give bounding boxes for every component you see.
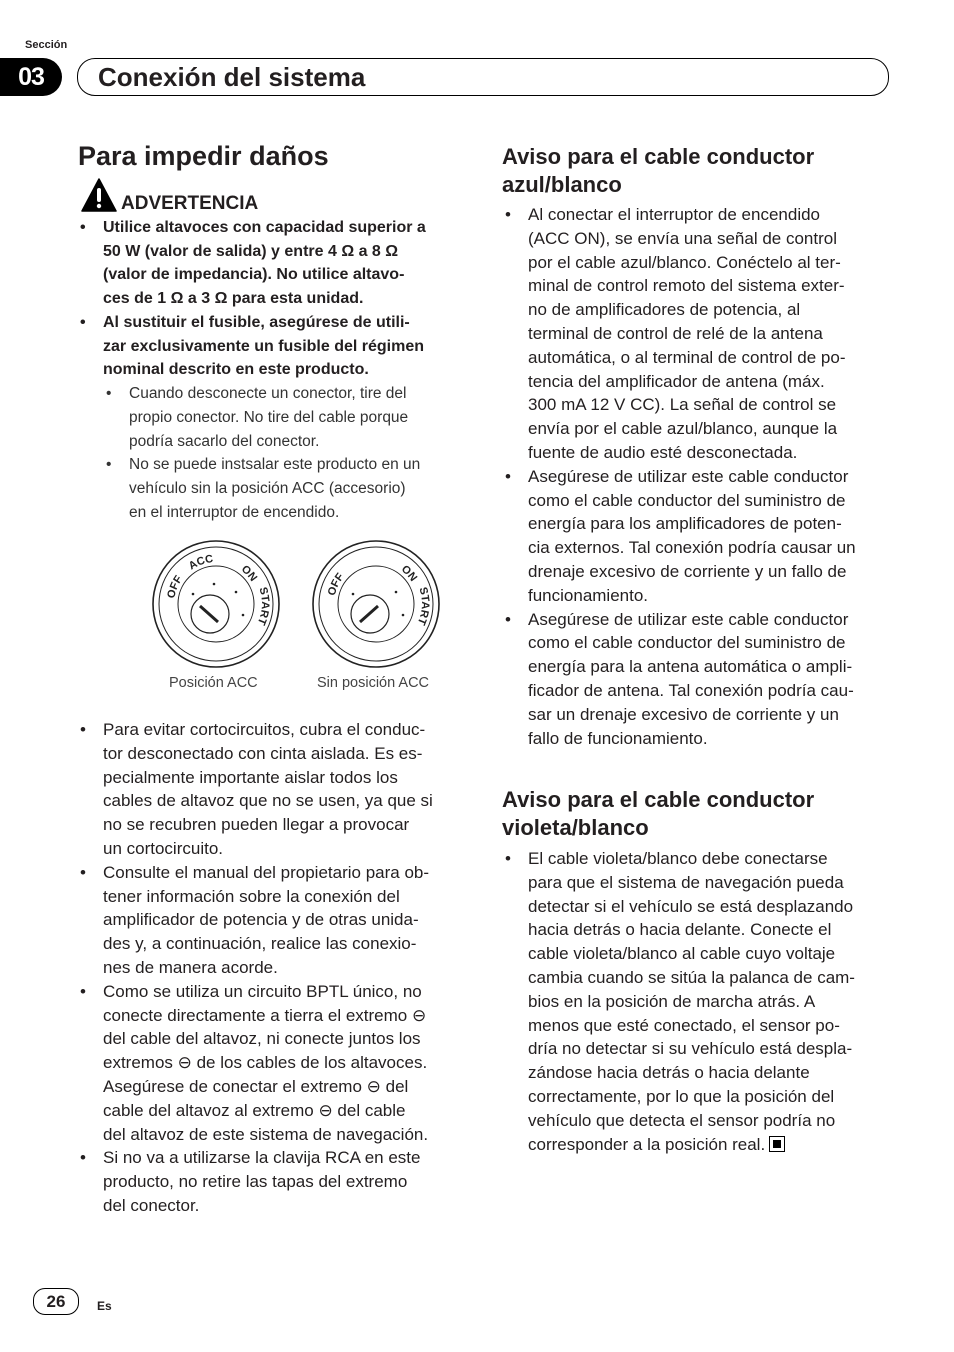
warning-icon — [81, 178, 117, 212]
blue-white-list — [528, 203, 928, 750]
label-off: OFF — [165, 573, 185, 600]
label-off: OFF — [325, 571, 347, 597]
left-list — [103, 718, 483, 1218]
list-item: • No se puede instsalar este producto en un vehículo sin la posición ACC (accesorio) en el interruptor de encendido. — [129, 453, 479, 524]
diagram-caption: Sin posición ACC — [317, 675, 430, 691]
diagram-caption: Posición ACC — [169, 675, 258, 691]
list-item: • Para evitar cortocircuitos, cubra el conduc- tor desconectado con cinta aislada. Es es- pecialmente importante aislar todos los cables de altavoz que no se usen, ya que si no se recubren pueden llegar a provocar un cortocircuito. — [103, 718, 483, 861]
section-heading-violet-white: Aviso para el cable conductor violeta/blanco — [502, 787, 815, 840]
warning-list — [103, 216, 473, 382]
svg-text:START — [415, 586, 432, 627]
list-item: • Utilice altavoces con capacidad superior a 50 W (valor de salida) y entre 4 Ω a 8 Ω (valor de impedancia). No utilice altavo- ces de 1 Ω a 3 Ω para esta unidad. — [103, 216, 473, 311]
list-item-text: El cable violeta/blanco debe conectarse para que el sistema de navegación pueda detectar si el vehículo se está desplazando hacia detrás o hacia delante. Conecte el cable violeta/blanco al cable cuyo voltaje cambia cuando se sitúa la palanca de cam- bios en la posición de marcha atrás. A menos que esté conectado, el sensor po- dría no detectar si su vehículo está despla- zándose hacia detrás o hacia delante correctamente, por lo que la posición del vehículo que detecta el sensor podría no corresponder a la posición real. — [528, 849, 855, 1154]
end-of-section-icon — [769, 1136, 785, 1152]
list-item: • Al sustituir el fusible, asegúrese de utili- zar exclusivamente un fusible del régimen nominal descrito en este producto. — [103, 311, 473, 382]
list-item: • Cuando desconecte un conector, tire del propio conector. No tire del cable porque podría sacarlo del conector. — [129, 382, 479, 453]
svg-text:START — [255, 586, 272, 627]
label-on: ON — [238, 563, 260, 584]
label-start: START — [414, 585, 432, 627]
ignition-switch-no-acc-diagram — [308, 536, 444, 672]
svg-text:ON — [399, 563, 419, 584]
list-item: • Consulte el manual del propietario para ob- tener información sobre la conexión del amplificador de potencia y de otras unida- des y, a continuación, realice las conexio- nes de manera acorde. — [103, 861, 483, 980]
language-code: Es — [97, 1299, 112, 1313]
section-title: Conexión del sistema — [98, 62, 366, 92]
page-title: Para impedir daños — [78, 141, 329, 171]
label-start: START — [254, 585, 272, 627]
violet-white-list — [528, 847, 928, 1156]
sub-list — [129, 382, 479, 525]
list-item: • Como se utiliza un circuito BPTL único, no conecte directamente a tierra el extremo ⊖ del cable del altavoz, ni conecte juntos los extremos ⊖ de los cables de los altavoces. Asegúrese de conectar el extremo ⊖ del cable del altavoz al extremo ⊖ del cable del altavoz de este sistema de navegación. — [103, 980, 483, 1147]
section-heading-blue-white: Aviso para el cable conductor azul/blanco — [502, 144, 815, 197]
list-item: • Al conectar el interruptor de encendido (ACC ON), se envía una señal de control por el cable azul/blanco. Conéctelo al ter- minal de control remoto del sistema exter- no de amplificadores de potencia, al terminal de control de relé de la antena automática, o al terminal de control de po- tencia del amplificador de antena (máx. 300 mA 12 V CC). La señal de control se envía por el cable azul/blanco, aunque la fuente de audio esté desconectada. — [528, 203, 928, 465]
list-item: • Asegúrese de utilizar este cable conductor como el cable conductor del suministro de energía para la antena automática o ampli- ficador de antena. Tal conexión podría cau- sar un drenaje excesivo de corriente y un fallo de funcionamiento. — [528, 608, 928, 751]
list-item: • Si no va a utilizarse la clavija RCA en este producto, no retire las tapas del extremo del conector. — [103, 1146, 483, 1217]
ignition-switch-acc-diagram — [148, 536, 284, 672]
section-number-badge: 03 — [0, 58, 62, 96]
label-on: ON — [398, 563, 420, 584]
warning-label: ADVERTENCIA — [121, 193, 259, 214]
list-item — [528, 847, 928, 1156]
label-acc: ACC — [186, 552, 214, 573]
page-number: 26 — [33, 1288, 79, 1315]
svg-text:ON — [239, 563, 259, 584]
section-label: Sección — [25, 39, 68, 51]
list-item: • Asegúrese de utilizar este cable conductor como el cable conductor del suministro de energía para los amplificadores de poten- cia externos. Tal conexión podría causar un drenaje excesivo de corriente y un fallo de funcionamiento. — [528, 465, 928, 608]
